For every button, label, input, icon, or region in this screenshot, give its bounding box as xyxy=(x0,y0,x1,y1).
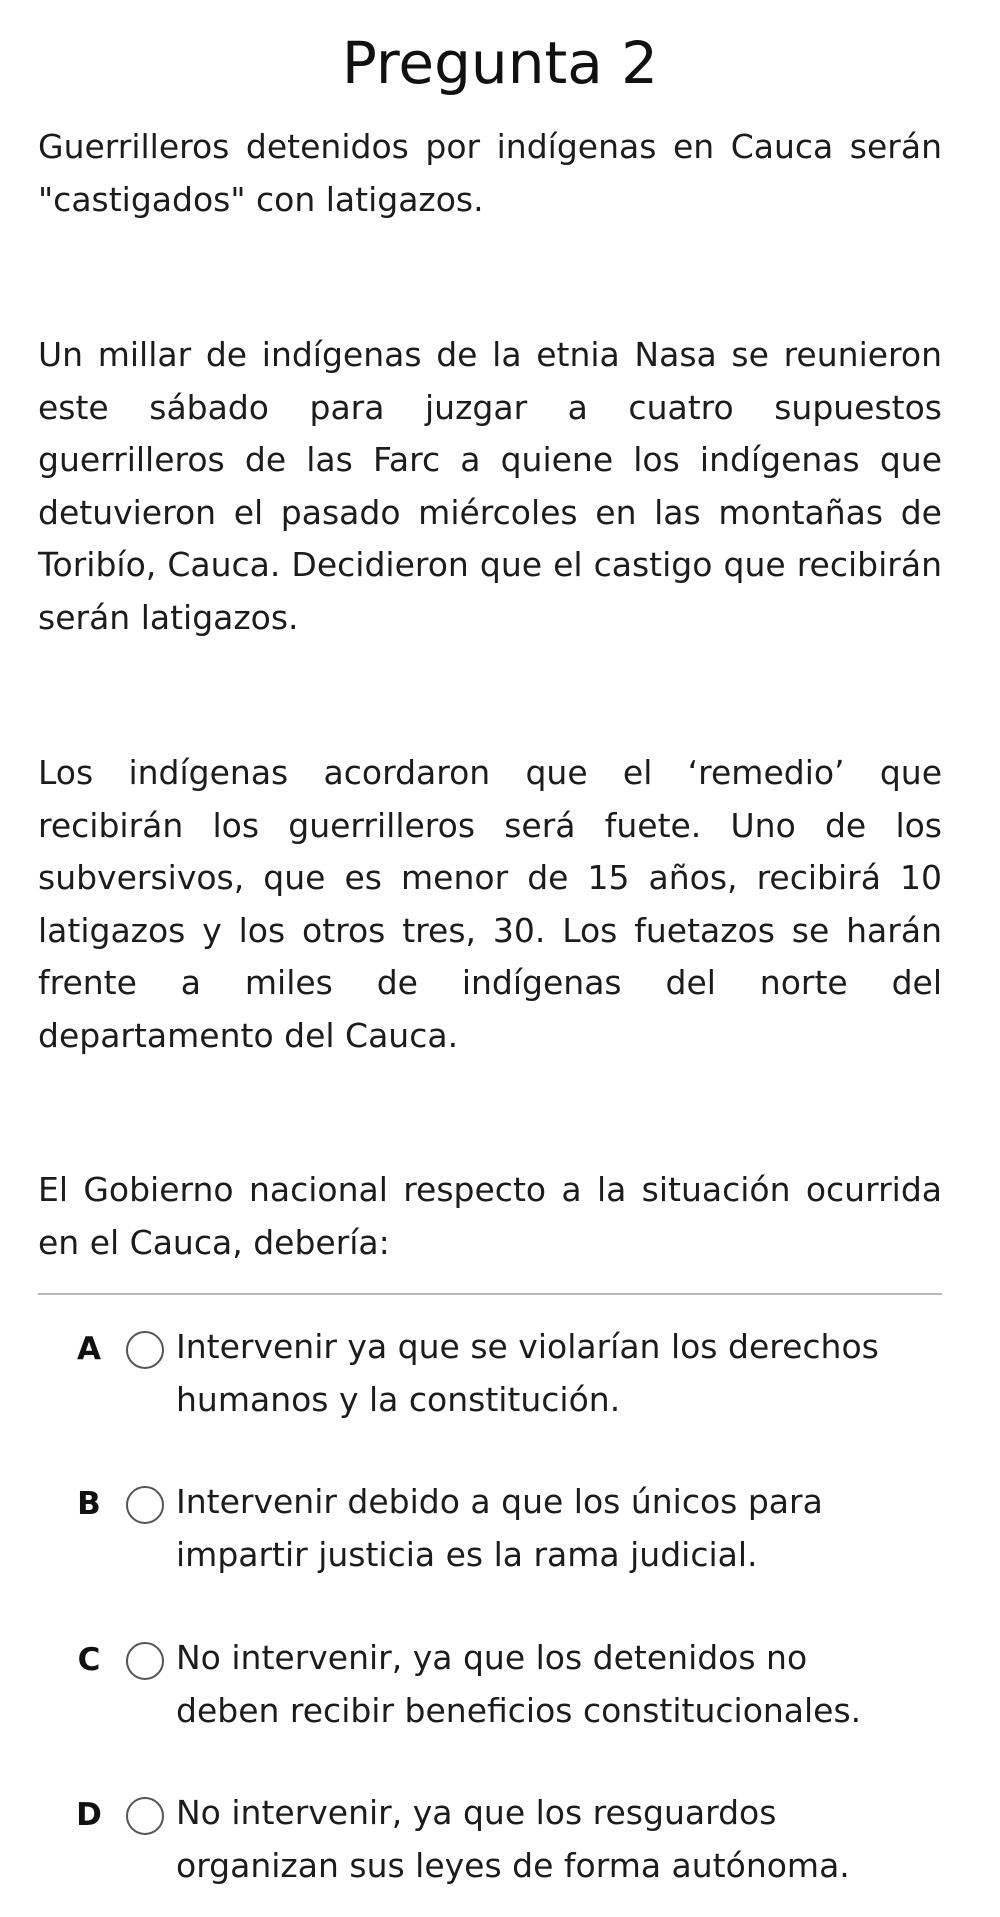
option-letter: D xyxy=(76,1797,102,1833)
answer-option-d[interactable] xyxy=(70,1787,950,1917)
radio-button[interactable] xyxy=(126,1331,164,1369)
question-prompt: El Gobierno nacional respecto a la situación ocurrida en el Cauca, debería: xyxy=(38,1170,942,1262)
option-letter: A xyxy=(77,1331,101,1367)
options-divider xyxy=(38,1293,942,1295)
question-headline: Guerrilleros detenidos por indígenas en Cauca serán "castigados" con latigazos. xyxy=(38,127,942,219)
answer-option-b[interactable] xyxy=(70,1476,950,1606)
answer-option-c[interactable] xyxy=(70,1632,950,1762)
question-paragraph-1: Un millar de indígenas de la etnia Nasa se reunieron este sábado para juzgar a cuatro supuestos guerrilleros de las Farc a quiene los indígenas que detuvieron el pasado miércoles en las montañas de Toribío, Cauca. Decidieron que el castigo que recibirán serán latigazos. xyxy=(38,335,942,637)
radio-button[interactable] xyxy=(126,1642,164,1680)
option-text[interactable]: Intervenir ya que se violarían los derechos humanos y la constitución. xyxy=(176,1327,879,1419)
option-text[interactable]: No intervenir, ya que los detenidos no deben recibir beneficios constitucionales. xyxy=(176,1638,862,1730)
option-letter: C xyxy=(77,1642,101,1678)
option-letter: B xyxy=(77,1486,101,1522)
radio-button[interactable] xyxy=(126,1797,164,1835)
question-title: Pregunta 2 xyxy=(341,29,659,97)
option-text[interactable]: Intervenir debido a que los únicos para impartir justicia es la rama judicial. xyxy=(176,1482,823,1574)
option-text[interactable]: No intervenir, ya que los resguardos organizan sus leyes de forma autónoma. xyxy=(176,1793,850,1885)
question-paragraph-2: Los indígenas acordaron que el ‘remedio’ que recibirán los guerrilleros será fuete. Uno de los subversivos, que es menor de 15 años, recibirá 10 latigazos y los otros tres, 30. Los fuetazos se harán frente a miles de indígenas del norte del departamento del Cauca. xyxy=(38,753,942,1055)
answer-option-a[interactable] xyxy=(70,1321,950,1451)
radio-button[interactable] xyxy=(126,1486,164,1524)
